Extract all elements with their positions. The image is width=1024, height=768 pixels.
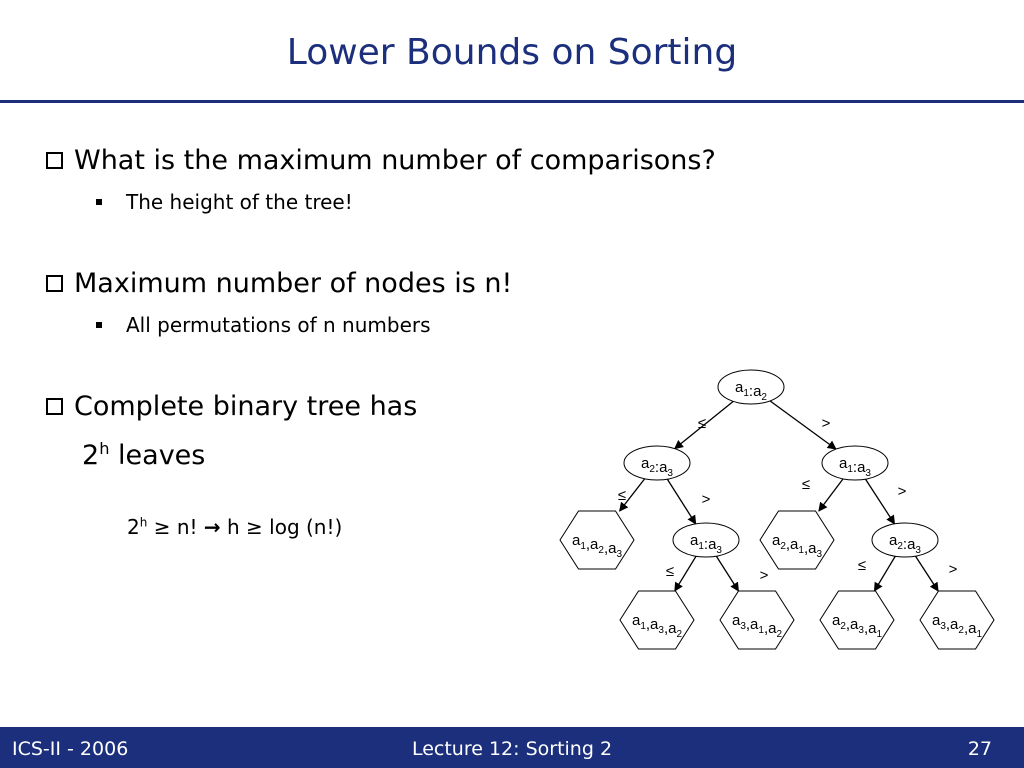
edge-label-le: ≤ [617,486,627,504]
leaves-base: 2 [82,440,100,471]
leaves-text: leaves [109,440,206,471]
node-label-n4: $a_1:a_3$ [690,532,722,556]
subbullet-text: The height of the tree! [126,190,353,214]
edge-label-le: ≤ [665,562,675,580]
node-label-n2: $a_2:a_3$ [641,455,673,479]
bullet-text: Complete binary tree has [74,391,418,422]
tree-edge-n3-n5 [865,479,894,524]
subbullet-text: All permutations of n numbers [126,313,431,337]
bullet-text: Maximum number of nodes is n! [74,268,513,299]
node-label-l2: $a_2,a_1,a_3$ [771,532,823,560]
node-label-l5: $a_2,a_3,a_1$ [831,612,883,640]
bullet-text: What is the maximum number of comparisons? [74,145,716,176]
node-label-n1: $a_1:a_2$ [735,379,767,403]
arrow-icon: → [203,515,221,539]
node-label-l3: $a_1,a_3,a_2$ [631,612,683,640]
tree-edge-n4-l4 [716,556,738,591]
footer-lecture: Lecture 12: Sorting 2 [411,738,613,760]
formula-exponent: h [139,515,148,530]
node-label-l4: $a_3,a_1,a_2$ [731,612,783,640]
edge-label-gt: > [701,490,711,508]
formula-middle: ≥ n! [147,515,204,539]
tree-edge-n4-l3 [675,556,696,591]
node-label-n3: $a_1:a_3$ [839,455,871,479]
formula-base: 2 [127,515,140,539]
edge-label-gt: > [821,414,831,432]
formula-tail: h ≥ log (n!) [220,515,343,539]
node-label-l6: $a_3,a_2,a_1$ [931,612,983,640]
edge-label-le: ≤ [801,475,811,493]
leaves-exponent: h [99,439,110,458]
edge-label-gt: > [948,560,958,578]
tree-edge-n3-l2 [819,479,843,511]
edge-label-gt: > [759,566,769,584]
node-label-n5: $a_2:a_3$ [889,532,921,556]
edge-label-le: ≤ [697,414,707,432]
tree-edge-n5-l6 [915,556,938,591]
tree-edge-n5-l5 [874,556,895,591]
slide-title: Lower Bounds on Sorting [286,32,738,73]
edge-label-gt: > [897,482,907,500]
tree-edge-n2-n4 [667,479,695,524]
footer-course: ICS-II - 2006 [12,738,129,760]
edge-label-le: ≤ [857,556,867,574]
node-label-l1: $a_1,a_2,a_3$ [571,532,623,560]
footer-page-number: 27 [967,738,992,760]
footer-bar [0,727,1024,768]
